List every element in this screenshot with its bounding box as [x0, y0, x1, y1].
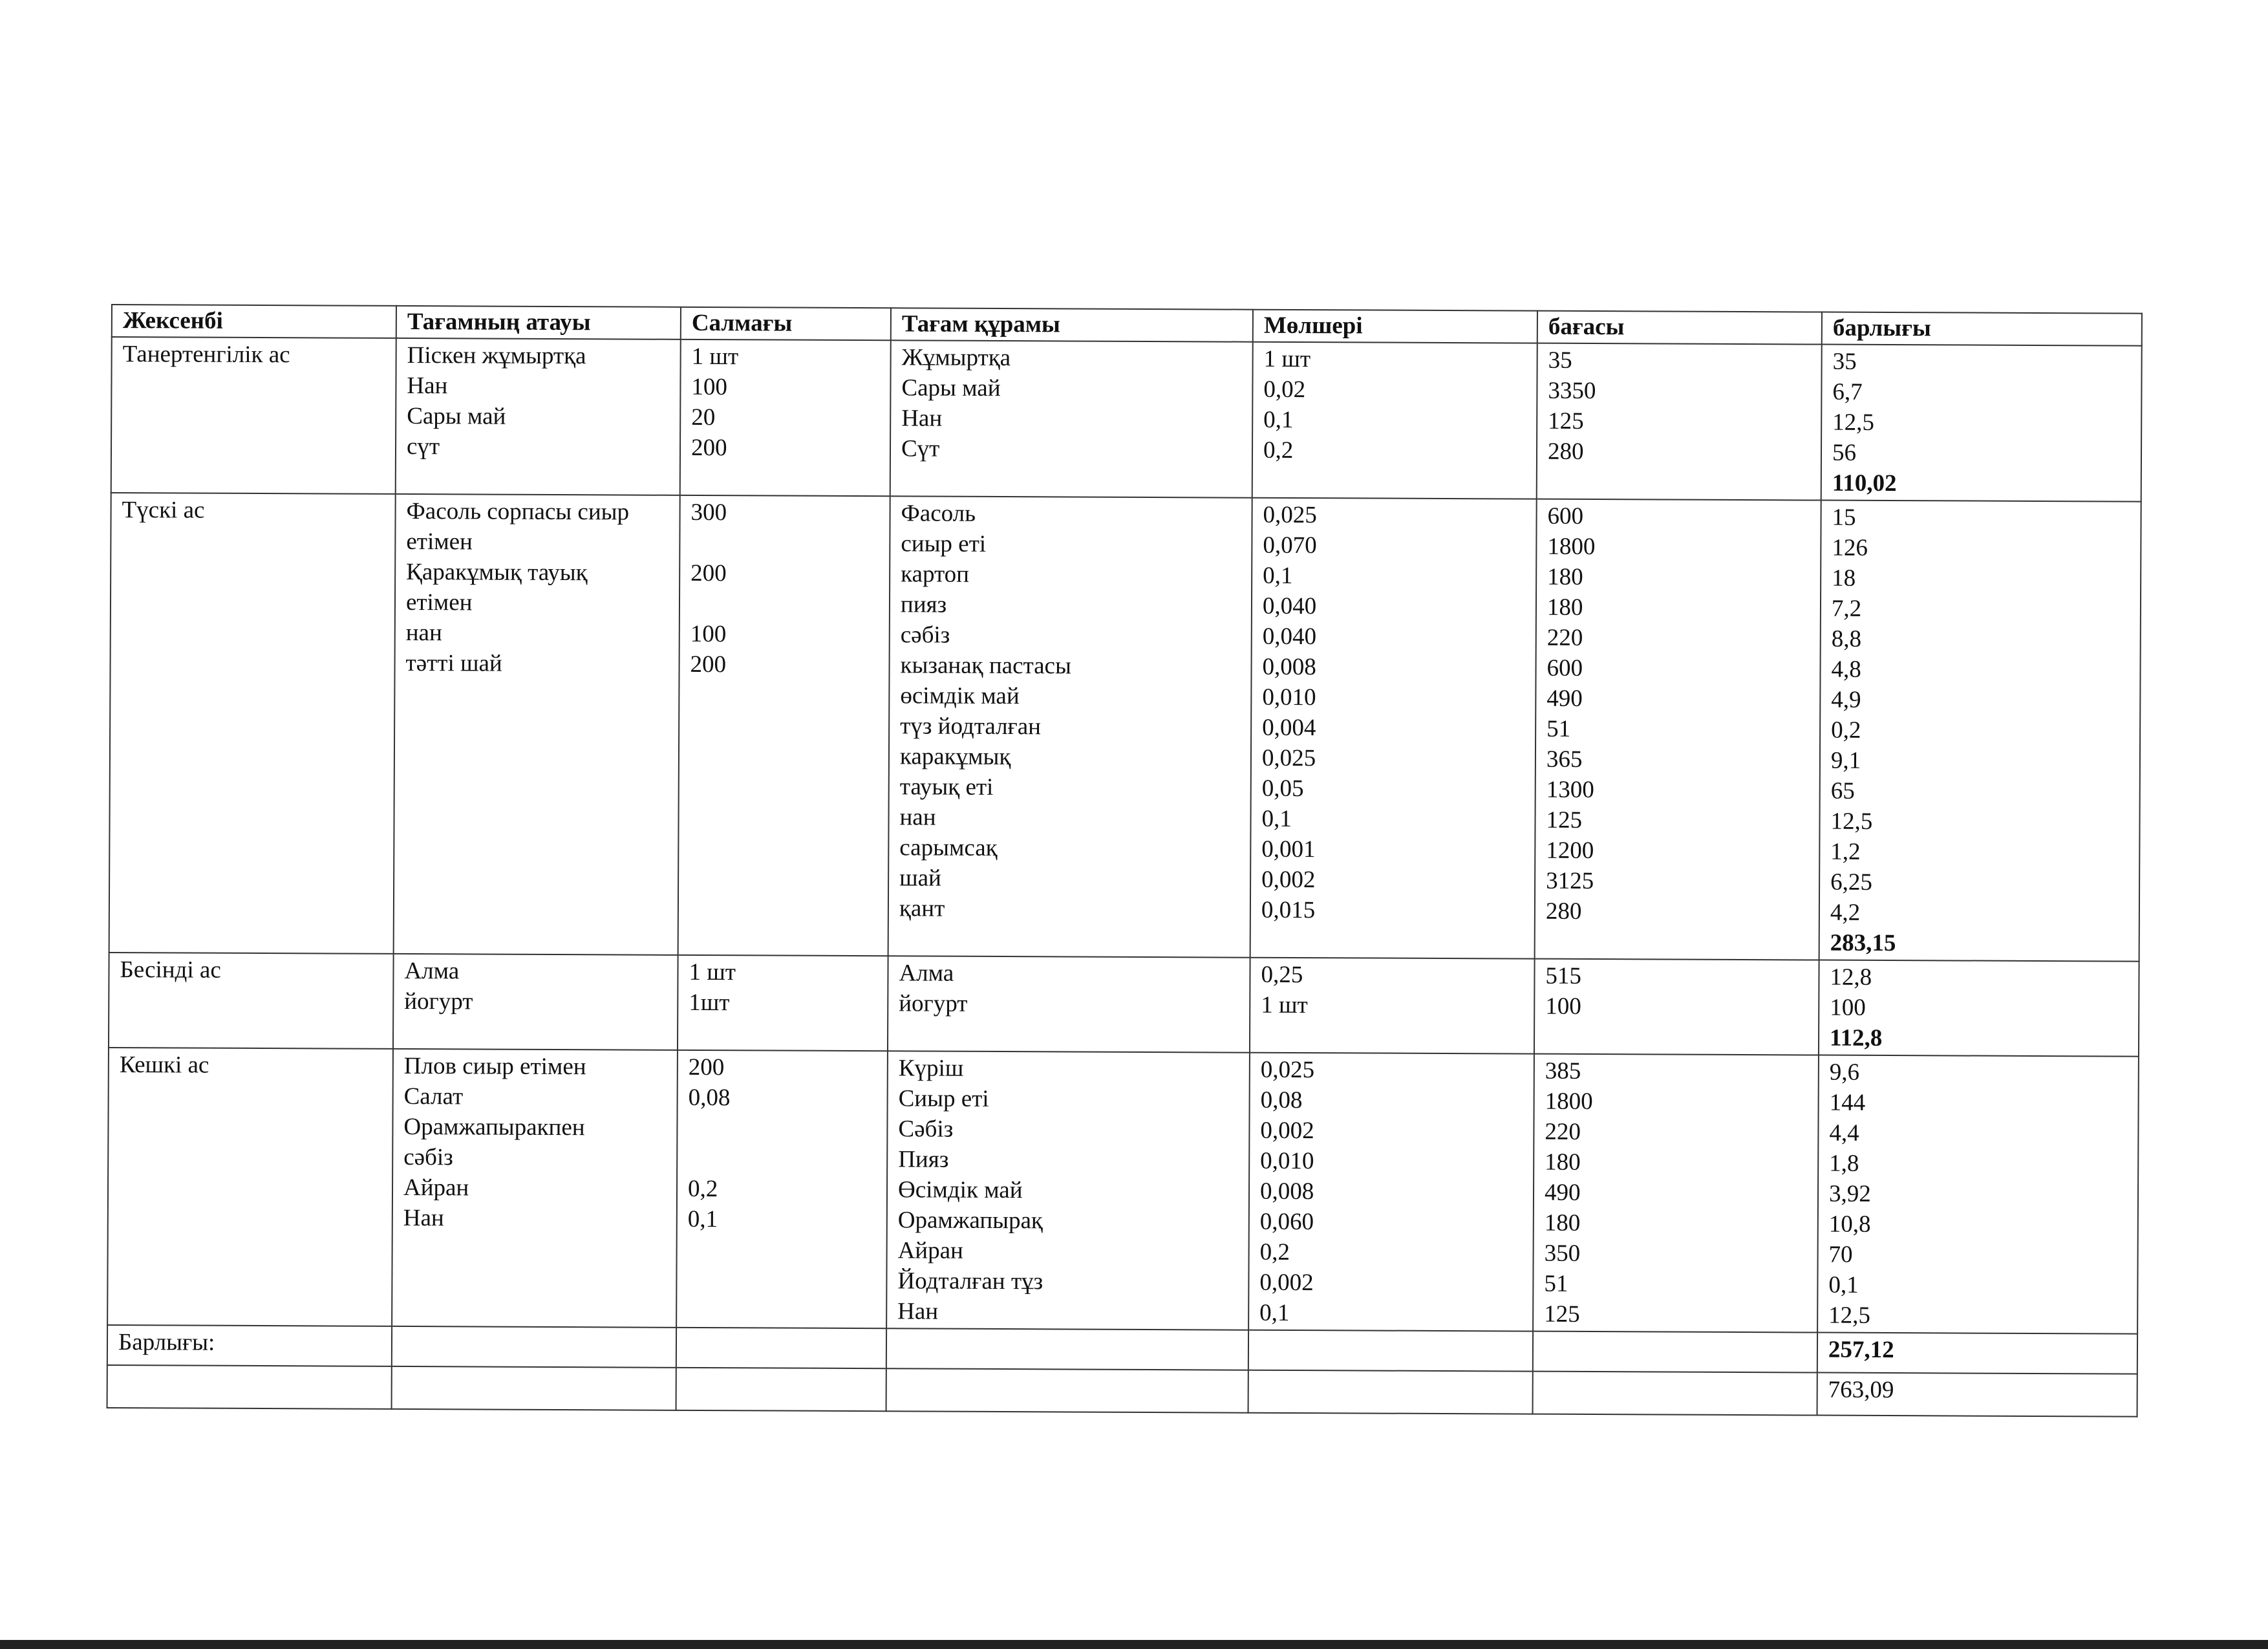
scan-edge — [0, 1640, 2268, 1649]
total-value-cell — [1821, 345, 2142, 502]
dish-name-cell — [394, 494, 680, 955]
price-value: 1300 — [1546, 776, 1594, 804]
ingredient-name: Өсімдік май — [897, 1176, 1023, 1204]
price-value: 51 — [1546, 715, 1571, 742]
quantity-value: 0,040 — [1262, 592, 1317, 620]
price-value: 180 — [1544, 1209, 1581, 1236]
price-value: 365 — [1546, 746, 1583, 773]
weight-value: 0,1 — [687, 1205, 718, 1233]
weight-value: 200 — [690, 651, 727, 678]
quantity-value-cell — [1252, 342, 1537, 499]
ingredient-name: пияз — [900, 591, 947, 618]
quantity-value: 0,25 — [1261, 961, 1303, 989]
dish-name: тәтті шай — [405, 649, 502, 677]
ingredient-name: Фасоль — [901, 500, 976, 527]
quantity-value: 1 шт — [1263, 345, 1311, 373]
total-value: 4,2 — [1830, 899, 1861, 926]
ingredient-name: Пияз — [898, 1146, 949, 1173]
ingredient-name: сәбіз — [900, 621, 950, 649]
weight-value: 1 шт — [689, 958, 736, 986]
total-value: 4,9 — [1831, 686, 1861, 713]
ingredient-name: сиыр еті — [901, 530, 987, 557]
quantity-value: 0,001 — [1261, 835, 1316, 863]
quantity-value: 0,002 — [1260, 1117, 1314, 1145]
total-value: 65 — [1830, 777, 1855, 804]
ingredient-name: Сәбіз — [898, 1116, 954, 1143]
total-value: 0,2 — [1831, 717, 1861, 744]
quantity-value: 0,040 — [1262, 623, 1317, 651]
price-value: 1800 — [1545, 1088, 1593, 1116]
dish-name: Плов сиыр етімен — [403, 1052, 586, 1081]
footer-empty-cell — [1248, 1330, 1533, 1372]
ingredient-name: сарымсақ — [899, 834, 998, 861]
price-value-cell — [1534, 959, 1819, 1055]
dish-name: нан — [405, 619, 442, 647]
footer-empty-cell — [1533, 1331, 1817, 1373]
total-value: 144 — [1829, 1089, 1866, 1116]
ingredient-name: Күріш — [898, 1055, 964, 1082]
price-value-cell — [1535, 499, 1821, 960]
quantity-value-cell — [1248, 1053, 1534, 1331]
weight-value — [690, 528, 879, 559]
ingredient-name: Сүт — [901, 435, 940, 462]
total-value: 0,1 — [1828, 1271, 1859, 1299]
total-value: 35 — [1832, 348, 1857, 375]
quantity-value: 0,004 — [1262, 714, 1316, 742]
header-weight: Салмағы — [681, 307, 891, 340]
weight-value: 300 — [690, 499, 727, 526]
header-total: барлығы — [1822, 312, 2142, 346]
total-value: 9,6 — [1829, 1059, 1860, 1086]
dish-name-cell — [393, 954, 678, 1050]
meal-name: Түскі ас — [109, 493, 396, 954]
weight-value: 1 шт — [691, 343, 739, 371]
quantity-value-cell — [1250, 958, 1535, 1054]
header-dish-name: Тағамның атауы — [396, 306, 681, 339]
total-value: 15 — [1832, 504, 1856, 531]
total-value-cell — [1819, 960, 2139, 1057]
weight-value-cell — [678, 955, 888, 1051]
total-value: 9,1 — [1830, 747, 1861, 774]
quantity-value-cell — [1250, 498, 1537, 959]
total-value: 6,25 — [1830, 868, 1872, 896]
price-value-cell — [1537, 343, 1822, 501]
dish-name: Сары май — [407, 402, 506, 430]
total-value: 10,8 — [1828, 1211, 1871, 1238]
ingredient-name: Сары май — [901, 374, 1001, 402]
price-value: 3125 — [1546, 867, 1594, 895]
menu-cost-table — [107, 304, 2143, 1417]
quantity-value: 0,025 — [1260, 1056, 1315, 1084]
meal-rows — [107, 337, 2142, 1334]
quantity-value: 0,010 — [1260, 1147, 1314, 1175]
dish-name: Орамжапыракпен — [403, 1113, 585, 1141]
dish-name: Піскен жұмыртқа — [407, 341, 586, 370]
weight-value: 1шт — [689, 989, 730, 1017]
footer-empty-cell — [392, 1366, 676, 1410]
meal-subtotal: 112,8 — [1829, 1024, 1883, 1051]
total-value: 8,8 — [1831, 625, 1862, 652]
total-value: 12,5 — [1832, 409, 1875, 436]
quantity-value: 0,070 — [1263, 532, 1317, 559]
quantity-value: 0,002 — [1261, 866, 1316, 894]
quantity-value: 0,2 — [1259, 1238, 1290, 1266]
ingredient-name: Нан — [897, 1298, 939, 1325]
price-value: 35 — [1548, 347, 1572, 374]
price-value: 515 — [1545, 962, 1582, 989]
ingredient-name: тауық еті — [899, 773, 994, 801]
last-subtotal-cell — [1817, 1333, 2137, 1374]
ingredient-name: кызанақ пастасы — [900, 652, 1071, 680]
ingredient-name-cell — [890, 340, 1253, 497]
last-subtotal: 257,12 — [1828, 1336, 1894, 1364]
total-value: 12,5 — [1830, 808, 1873, 835]
quantity-value: 0,05 — [1261, 775, 1304, 803]
dish-name: сәбіз — [403, 1143, 453, 1171]
weight-value: 200 — [688, 1053, 725, 1081]
footer-empty-cell — [1533, 1372, 1817, 1416]
meal-row — [111, 337, 2142, 502]
ingredient-name-cell — [886, 1051, 1250, 1330]
price-value: 125 — [1548, 407, 1584, 435]
grand-total-row — [107, 1365, 2137, 1417]
ingredient-name: Айран — [897, 1237, 963, 1264]
total-value: 70 — [1828, 1241, 1853, 1268]
price-value: 600 — [1547, 502, 1584, 530]
total-value: 12,8 — [1830, 964, 1872, 991]
quantity-value: 0,025 — [1261, 744, 1316, 772]
footer-empty-cell — [392, 1326, 676, 1368]
dish-name: Нан — [403, 1204, 444, 1232]
weight-value: 100 — [690, 620, 727, 648]
ingredient-name: Орамжапырақ — [897, 1207, 1043, 1234]
weight-value — [690, 588, 879, 620]
quantity-value: 0,025 — [1263, 501, 1317, 529]
quantity-value: 1 шт — [1261, 991, 1308, 1019]
dish-name: Фасоль сорпасы сиыр — [406, 497, 630, 526]
price-value: 600 — [1546, 654, 1583, 682]
price-value: 1200 — [1546, 837, 1594, 865]
price-value: 280 — [1547, 438, 1584, 465]
meal-name: Танертенгілік ас — [111, 337, 396, 494]
weight-value-cell — [680, 339, 891, 496]
total-value: 1,2 — [1830, 838, 1861, 865]
weight-value: 100 — [691, 373, 728, 401]
price-value: 180 — [1547, 563, 1583, 590]
price-value: 220 — [1545, 1118, 1581, 1145]
quantity-value: 0,1 — [1263, 562, 1293, 589]
quantity-value: 0,1 — [1263, 406, 1294, 433]
weight-value: 200 — [690, 559, 727, 587]
header-day: Жексенбі — [112, 305, 396, 338]
price-value: 180 — [1546, 594, 1583, 621]
meal-name: Кешкі ас — [107, 1048, 393, 1326]
footer-empty-cell — [676, 1328, 886, 1368]
ingredient-name: өсімдік май — [900, 682, 1020, 710]
weight-value — [688, 1143, 876, 1174]
grand-total: 763,09 — [1817, 1373, 2137, 1417]
header-quantity: Мөлшері — [1253, 310, 1537, 343]
footer-empty-cell — [676, 1368, 886, 1411]
ingredient-name: шай — [899, 865, 941, 892]
price-value: 1800 — [1547, 533, 1596, 561]
dish-name: Алма — [404, 957, 460, 985]
total-value: 126 — [1832, 534, 1868, 561]
weight-value: 20 — [691, 404, 716, 431]
quantity-value: 0,02 — [1263, 376, 1306, 404]
price-value: 385 — [1545, 1057, 1581, 1084]
footer-empty-cell — [107, 1365, 392, 1409]
meal-row — [109, 493, 2141, 962]
ingredient-name: йогурт — [899, 990, 968, 1017]
total-value: 18 — [1832, 565, 1856, 592]
quantity-value: 0,002 — [1259, 1269, 1314, 1297]
price-value: 100 — [1545, 993, 1581, 1020]
quantity-value: 0,1 — [1259, 1299, 1290, 1326]
price-value: 3350 — [1548, 377, 1596, 405]
quantity-value: 0,008 — [1262, 653, 1316, 681]
dish-name: Салат — [403, 1083, 464, 1110]
weight-value: 0,08 — [688, 1084, 731, 1112]
quantity-value: 0,015 — [1261, 896, 1316, 924]
quantity-value: 0,008 — [1259, 1178, 1314, 1205]
meal-row — [107, 1048, 2139, 1334]
meal-subtotal: 283,15 — [1830, 929, 1896, 957]
total-value-cell — [1817, 1055, 2139, 1334]
price-value: 490 — [1544, 1179, 1581, 1206]
price-value: 180 — [1545, 1148, 1581, 1176]
total-value: 6,7 — [1832, 378, 1863, 405]
ingredient-name: Алма — [899, 960, 954, 987]
quantity-value: 0,1 — [1261, 805, 1292, 832]
total-value: 56 — [1832, 439, 1857, 466]
price-value-cell — [1533, 1054, 1819, 1333]
total-value: 4,4 — [1829, 1119, 1859, 1147]
quantity-value: 0,08 — [1260, 1086, 1303, 1114]
ingredient-name: картоп — [901, 561, 970, 588]
header-price: бағасы — [1537, 311, 1822, 345]
total-value: 12,5 — [1828, 1302, 1871, 1329]
total-value: 4,8 — [1831, 656, 1861, 683]
quantity-value: 0,010 — [1262, 684, 1316, 711]
meal-subtotal: 110,02 — [1832, 469, 1897, 497]
quantity-value: 0,2 — [1263, 436, 1294, 464]
ingredient-name: қант — [899, 895, 945, 922]
dish-name: етімен — [406, 528, 473, 555]
footer-label: Барлығы: — [107, 1325, 392, 1366]
dish-name: Айран — [403, 1174, 469, 1202]
ingredient-name: түз йодталған — [900, 713, 1042, 740]
menu-sheet — [107, 304, 2141, 1417]
ingredient-name-cell — [888, 956, 1250, 1052]
dish-name: етімен — [405, 588, 473, 616]
footer-empty-cell — [1248, 1370, 1533, 1414]
price-value: 220 — [1546, 624, 1583, 651]
dish-name: Қаракұмық тауық — [406, 558, 588, 587]
ingredient-name: каракұмық — [899, 743, 1011, 771]
ingredient-name: Нан — [901, 405, 943, 432]
weight-value: 0,2 — [687, 1175, 718, 1203]
total-value: 100 — [1830, 994, 1866, 1021]
price-value: 280 — [1545, 898, 1582, 925]
ingredient-name-cell — [888, 496, 1252, 957]
weight-value-cell — [678, 495, 890, 956]
header-composition: Тағам құрамы — [891, 308, 1253, 341]
price-value: 125 — [1544, 1300, 1580, 1328]
footer-empty-cell — [886, 1368, 1248, 1412]
dish-name: йогурт — [404, 987, 473, 1015]
ingredient-name: Жұмыртқа — [901, 344, 1011, 372]
meal-row — [109, 953, 2139, 1057]
weight-value-cell — [676, 1050, 888, 1328]
weight-value — [688, 1113, 876, 1144]
dish-name: сүт — [406, 433, 440, 460]
total-value-cell — [1819, 501, 2141, 962]
price-value: 125 — [1546, 806, 1583, 834]
ingredient-name: Йодталған тұз — [897, 1267, 1043, 1295]
price-value: 51 — [1544, 1270, 1568, 1297]
price-value: 490 — [1546, 685, 1583, 712]
weight-value: 200 — [690, 434, 727, 462]
total-value: 3,92 — [1828, 1180, 1871, 1207]
total-value: 1,8 — [1829, 1150, 1859, 1177]
dish-name-cell — [392, 1049, 678, 1328]
total-value: 7,2 — [1831, 595, 1862, 622]
quantity-value: 0,060 — [1259, 1208, 1314, 1236]
price-value: 350 — [1544, 1240, 1581, 1267]
dish-name-cell — [396, 338, 681, 495]
meal-name: Бесінді ас — [109, 953, 394, 1049]
footer-empty-cell — [886, 1328, 1248, 1370]
dish-name: Нан — [407, 372, 448, 400]
ingredient-name: Сиыр еті — [898, 1085, 989, 1112]
ingredient-name: нан — [899, 804, 936, 831]
